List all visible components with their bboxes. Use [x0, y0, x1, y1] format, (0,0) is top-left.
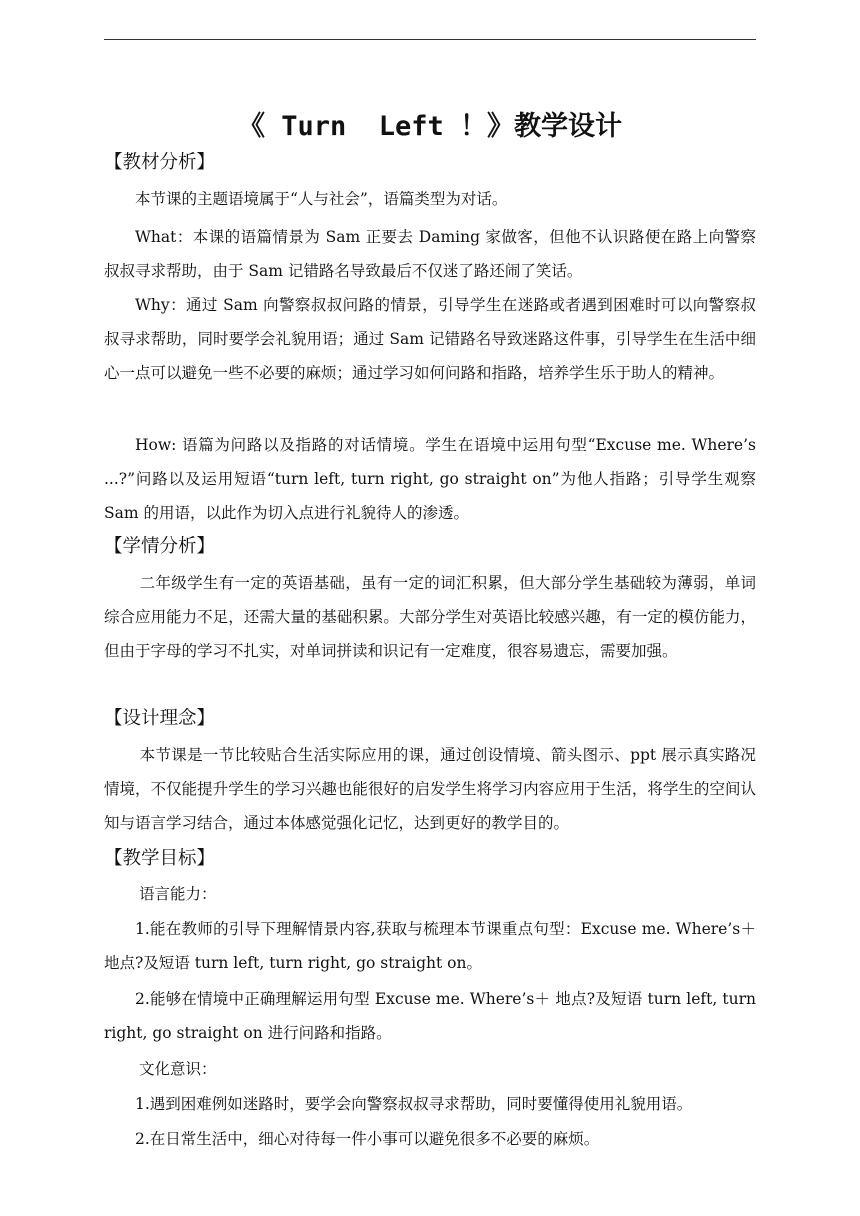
goal-culture-1: 1.遇到困难例如迷路时，要学会向警察叔叔寻求帮助，同时要懂得使用礼貌用语。 [135, 1095, 693, 1113]
paragraph-design: 本节课是一节比较贴合生活实际应用的课，通过创设情境、箭头图示、ppt 展示真实路况情境，不仅能提升学生的学习兴趣也能很好的启发学生将学习内容应用于生活，将学生的空间认知与语言学习结合，通过本体感觉强化记忆，达到更好的教学目的。 [104, 746, 756, 832]
heading-teaching-goals: 【教学目标】 [104, 848, 216, 869]
goal-language-1: 1.能在教师的引导下理解情景内容,获取与梳理本节课重点句型：Excuse me. Where’s＋ 地点?及短语 turn left, turn right, go straight on。 [104, 920, 756, 972]
paragraph-students: 二年级学生有一定的英语基础，虽有一定的词汇积累，但大部分学生基础较为薄弱，单词综合应用能力不足，还需大量的基础积累。大部分学生对英语比较感兴趣，有一定的模仿能力，但由于字母的学习不扎实，对单词拼读和识记有一定难度，很容易遗忘，需要加强。 [104, 574, 756, 660]
heading-textbook-analysis: 【教材分析】 [104, 152, 216, 173]
label-language-ability: 语言能力： [139, 885, 217, 903]
goal-language-2: 2.能够在情境中正确理解运用句型 Excuse me. Where’s＋ 地点?及短语 turn left, turn right, go straight on 进行问路和指路。 [104, 990, 756, 1042]
document-title: 《 Turn Left ！》教学设计 [237, 111, 623, 142]
heading-design-concept: 【设计理念】 [104, 708, 216, 729]
paragraph-theme: 本节课的主题语境属于“人与社会”，语篇类型为对话。 [135, 190, 508, 208]
paragraph-why: Why：通过 Sam 向警察叔叔问路的情景，引导学生在迷路或者遇到困难时可以向警察叔叔寻求帮助，同时要学会礼貌用语；通过 Sam 记错路名导致迷路这件事，引导学生在生活中细心一点可以避免一些不必要的麻烦；通过学习如何问路和指路，培养学生乐于助人的精神。 [104, 296, 756, 382]
paragraph-how: How: 语篇为问路以及指路的对话情境。学生在语境中运用句型“Excuse me. Where’s ...?”问路以及运用短语“turn left, turn right, go straight on”为他人指路；引导学生观察 Sam 的用语，以此作为切入点进行礼貌待人的渗透。 [104, 436, 756, 522]
label-cultural-awareness: 文化意识： [139, 1060, 217, 1078]
paragraph-what: What：本课的语篇情景为 Sam 正要去 Daming 家做客，但他不认识路便在路上向警察叔叔寻求帮助，由于 Sam 记错路名导致最后不仅迷了路还闹了笑话。 [104, 228, 756, 280]
goal-culture-2: 2.在日常生活中，细心对待每一件小事可以避免很多不必要的麻烦。 [135, 1130, 600, 1148]
header-rule [104, 39, 756, 40]
heading-student-analysis: 【学情分析】 [104, 536, 216, 557]
